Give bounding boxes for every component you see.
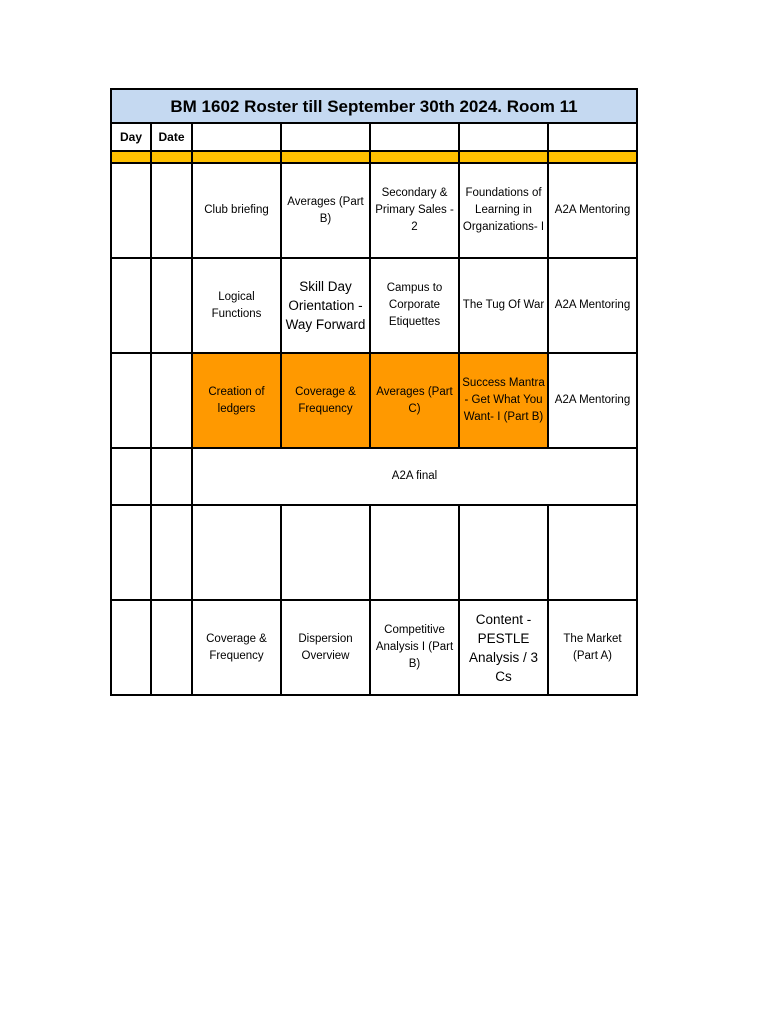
session-cell-highlight: Success Mantra - Get What You Want- I (Part B) (459, 353, 548, 448)
session-cell: Club briefing (192, 163, 281, 258)
day-header: Day (111, 123, 151, 151)
date-cell (151, 353, 192, 448)
session-cell-highlight: Averages (Part C) (370, 353, 459, 448)
header-cell (281, 123, 370, 151)
day-cell (111, 163, 151, 258)
session-cell: Campus to Corporate Etiquettes (370, 258, 459, 353)
table-row (111, 163, 637, 258)
session-cell: Foundations of Learning in Organizations- I (459, 163, 548, 258)
session-cell: Content - PESTLE Analysis / 3 Cs (459, 600, 548, 695)
day-cell (111, 505, 151, 600)
table-row (111, 448, 637, 505)
session-cell: The Market (Part A) (548, 600, 637, 695)
date-cell (151, 600, 192, 695)
session-cell (370, 505, 459, 600)
session-cell-merged: A2A final (192, 448, 637, 505)
roster-title: BM 1602 Roster till September 30th 2024. Room 11 (111, 89, 637, 123)
date-cell (151, 505, 192, 600)
session-cell: A2A Mentoring (548, 163, 637, 258)
day-cell (111, 600, 151, 695)
session-cell: A2A Mentoring (548, 258, 637, 353)
date-cell (151, 163, 192, 258)
date-header: Date (151, 123, 192, 151)
session-cell: Competitive Analysis I (Part B) (370, 600, 459, 695)
session-cell: A2A Mentoring (548, 353, 637, 448)
session-cell: Dispersion Overview (281, 600, 370, 695)
session-cell: Logical Functions (192, 258, 281, 353)
separator-row (111, 151, 637, 163)
header-cell (459, 123, 548, 151)
table-row (111, 600, 637, 695)
roster-table (110, 88, 638, 696)
session-cell (548, 505, 637, 600)
date-cell (151, 258, 192, 353)
session-cell: Averages (Part B) (281, 163, 370, 258)
table-row (111, 353, 637, 448)
session-cell-highlight: Creation of ledgers (192, 353, 281, 448)
day-cell (111, 448, 151, 505)
table-row (111, 505, 637, 600)
day-cell (111, 258, 151, 353)
session-cell (459, 505, 548, 600)
session-cell (192, 505, 281, 600)
table-row (111, 258, 637, 353)
date-cell (151, 448, 192, 505)
header-cell (370, 123, 459, 151)
header-cell (192, 123, 281, 151)
header-cell (548, 123, 637, 151)
session-cell: Skill Day Orientation - Way Forward (281, 258, 370, 353)
session-cell: Secondary & Primary Sales - 2 (370, 163, 459, 258)
session-cell: The Tug Of War (459, 258, 548, 353)
session-cell (281, 505, 370, 600)
day-cell (111, 353, 151, 448)
session-cell: Coverage & Frequency (192, 600, 281, 695)
session-cell-highlight: Coverage & Frequency (281, 353, 370, 448)
